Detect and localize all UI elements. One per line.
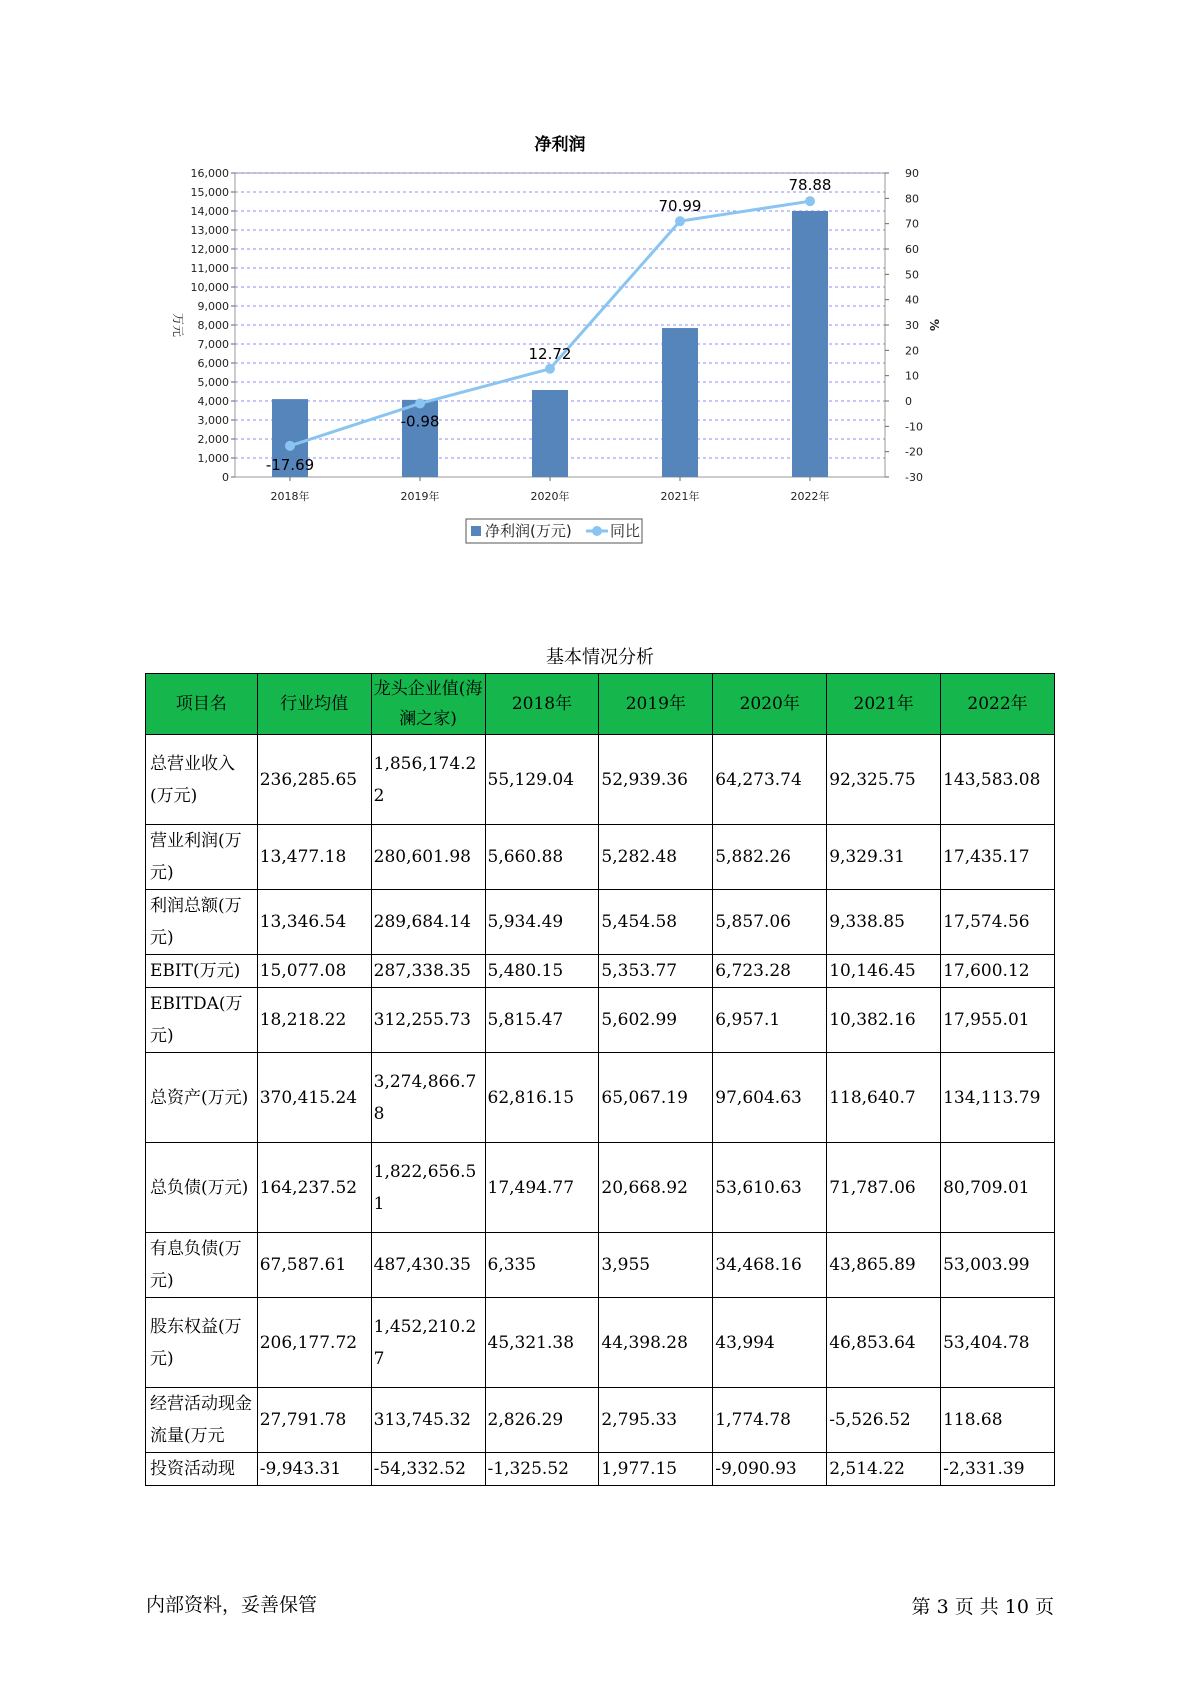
table-cell: 43,994 xyxy=(713,1298,827,1388)
table-cell: 65,067.19 xyxy=(599,1053,713,1143)
table-cell: 5,660.88 xyxy=(485,825,599,890)
table-cell: 289,684.14 xyxy=(371,890,485,955)
table-row xyxy=(146,1053,1055,1143)
y-left-tick-label: 7,000 xyxy=(197,338,229,351)
table-cell: 18,218.22 xyxy=(257,988,371,1053)
y-left-tick-label: 13,000 xyxy=(190,224,229,237)
table-cell: 312,255.73 xyxy=(371,988,485,1053)
y-right-tick-label: -20 xyxy=(905,445,923,459)
x-tick-label: 2019年 xyxy=(400,490,440,503)
y-left-tick-label: 10,000 xyxy=(190,281,229,294)
table-cell: -54,332.52 xyxy=(371,1453,485,1486)
table-cell: 17,574.56 xyxy=(941,890,1055,955)
row-label-cell: EBIT(万元) xyxy=(146,955,258,988)
row-label-cell: EBITDA(万元) xyxy=(146,988,258,1053)
table-cell: 5,454.58 xyxy=(599,890,713,955)
y-left-tick-label: 6,000 xyxy=(197,357,229,370)
table-cell: 53,610.63 xyxy=(713,1143,827,1233)
y-left-tick-label: 5,000 xyxy=(197,376,229,389)
table-cell: 46,853.64 xyxy=(827,1298,941,1388)
table-cell: 27,791.78 xyxy=(257,1388,371,1453)
table-cell: 15,077.08 xyxy=(257,955,371,988)
table-cell: 134,113.79 xyxy=(941,1053,1055,1143)
table-cell: 487,430.35 xyxy=(371,1233,485,1298)
table-cell: 43,865.89 xyxy=(827,1233,941,1298)
yoy-point xyxy=(415,398,425,408)
table-row xyxy=(146,1453,1055,1486)
table-header-cell: 2020年 xyxy=(713,674,827,735)
table-cell: 6,335 xyxy=(485,1233,599,1298)
y-right-tick-label: 50 xyxy=(905,268,919,282)
table-cell: 5,857.06 xyxy=(713,890,827,955)
yoy-data-label: -17.69 xyxy=(265,455,315,474)
table-cell: 10,382.16 xyxy=(827,988,941,1053)
table-cell: 164,237.52 xyxy=(257,1143,371,1233)
table-cell: 1,822,656.51 xyxy=(371,1143,485,1233)
table-cell: 2,795.33 xyxy=(599,1388,713,1453)
legend-line-label: 同比 xyxy=(610,522,641,540)
table-header-cell: 2022年 xyxy=(941,674,1055,735)
table-cell: 17,435.17 xyxy=(941,825,1055,890)
table-cell: 370,415.24 xyxy=(257,1053,371,1143)
y-right-tick-label: 0 xyxy=(905,395,912,408)
table-cell: -9,090.93 xyxy=(713,1453,827,1486)
table-cell: 5,934.49 xyxy=(485,890,599,955)
y-left-tick-label: 11,000 xyxy=(190,262,229,275)
table-cell: 5,602.99 xyxy=(599,988,713,1053)
chart-svg xyxy=(160,130,980,600)
table-row xyxy=(146,735,1055,825)
table-cell: -1,325.52 xyxy=(485,1453,599,1486)
table-cell: 6,957.1 xyxy=(713,988,827,1053)
table-row xyxy=(146,1143,1055,1233)
table-cell: 118,640.7 xyxy=(827,1053,941,1143)
y-right-tick-label: 30 xyxy=(905,319,919,332)
table-cell: 143,583.08 xyxy=(941,735,1055,825)
table-cell: 13,477.18 xyxy=(257,825,371,890)
row-label-cell: 营业利润(万元) xyxy=(146,825,258,890)
bar-2022年 xyxy=(792,211,828,477)
table-cell: 206,177.72 xyxy=(257,1298,371,1388)
table-cell: 64,273.74 xyxy=(713,735,827,825)
table-cell: 1,856,174.22 xyxy=(371,735,485,825)
table-cell: 44,398.28 xyxy=(599,1298,713,1388)
table-cell: 34,468.16 xyxy=(713,1233,827,1298)
y-left-tick-label: 15,000 xyxy=(190,186,229,199)
table-cell: 5,882.26 xyxy=(713,825,827,890)
table-cell: 5,480.15 xyxy=(485,955,599,988)
table-row xyxy=(146,825,1055,890)
yoy-point xyxy=(805,196,815,206)
row-label-cell: 投资活动现 xyxy=(146,1453,258,1486)
table-cell: 5,282.48 xyxy=(599,825,713,890)
row-label-cell: 总负债(万元) xyxy=(146,1143,258,1233)
table-cell: 118.68 xyxy=(941,1388,1055,1453)
table-cell: 3,955 xyxy=(599,1233,713,1298)
table-cell: 80,709.01 xyxy=(941,1143,1055,1233)
table-cell: 313,745.32 xyxy=(371,1388,485,1453)
table-cell: 17,955.01 xyxy=(941,988,1055,1053)
yoy-point xyxy=(675,216,685,226)
table-cell: 92,325.75 xyxy=(827,735,941,825)
footer-page-number: 第 3 页 共 10 页 xyxy=(911,1596,1054,1618)
y-left-tick-label: 16,000 xyxy=(190,167,229,180)
chart-title: 净利润 xyxy=(534,135,586,155)
table-row xyxy=(146,955,1055,988)
analysis-table xyxy=(145,673,1055,1486)
footer-confidential: 内部资料，妥善保管 xyxy=(146,1594,318,1616)
table-cell: 2,514.22 xyxy=(827,1453,941,1486)
y-right-axis-label: % xyxy=(927,318,941,332)
legend-bar-label: 净利润(万元) xyxy=(485,522,572,540)
y-right-tick-label: 70 xyxy=(905,217,919,231)
table-header-cell: 2021年 xyxy=(827,674,941,735)
table-cell: 3,274,866.78 xyxy=(371,1053,485,1143)
table-row xyxy=(146,1388,1055,1453)
table-cell: 1,977.15 xyxy=(599,1453,713,1486)
yoy-data-label: 70.99 xyxy=(658,197,702,216)
table-cell: 17,600.12 xyxy=(941,955,1055,988)
table-header-cell: 2019年 xyxy=(599,674,713,735)
x-tick-label: 2020年 xyxy=(530,490,570,503)
y-left-tick-label: 14,000 xyxy=(190,205,229,218)
yoy-data-label: 12.72 xyxy=(528,344,572,363)
y-left-tick-label: 8,000 xyxy=(197,319,229,332)
table-row xyxy=(146,890,1055,955)
table-header-row xyxy=(146,674,1055,735)
yoy-point xyxy=(285,441,295,451)
y-right-tick-label: 40 xyxy=(905,293,919,307)
table-cell: 2,826.29 xyxy=(485,1388,599,1453)
row-label-cell: 总营业收入(万元) xyxy=(146,735,258,825)
y-left-tick-label: 4,000 xyxy=(197,395,229,408)
table-cell: -9,943.31 xyxy=(257,1453,371,1486)
row-label-cell: 有息负债(万元) xyxy=(146,1233,258,1298)
y-left-tick-label: 9,000 xyxy=(197,300,229,313)
table-cell: 53,003.99 xyxy=(941,1233,1055,1298)
net-profit-chart xyxy=(160,130,980,600)
bar-2021年 xyxy=(662,328,698,477)
table-cell: 6,723.28 xyxy=(713,955,827,988)
bar-2019年 xyxy=(402,400,438,477)
table-cell: 5,815.47 xyxy=(485,988,599,1053)
table-cell: 9,338.85 xyxy=(827,890,941,955)
y-right-tick-label: 60 xyxy=(905,243,919,256)
table-cell: -2,331.39 xyxy=(941,1453,1055,1486)
table-header-cell: 行业均值 xyxy=(257,674,371,735)
y-left-tick-label: 3,000 xyxy=(197,414,229,427)
table-cell: 9,329.31 xyxy=(827,825,941,890)
table-cell: 71,787.06 xyxy=(827,1143,941,1233)
table-cell: 53,404.78 xyxy=(941,1298,1055,1388)
y-left-tick-label: 12,000 xyxy=(190,243,229,256)
table-cell: 62,816.15 xyxy=(485,1053,599,1143)
row-label-cell: 利润总额(万元) xyxy=(146,890,258,955)
table-cell: 5,353.77 xyxy=(599,955,713,988)
table-cell: 280,601.98 xyxy=(371,825,485,890)
y-left-tick-label: 2,000 xyxy=(197,433,229,446)
table-cell: 97,604.63 xyxy=(713,1053,827,1143)
table-cell: 45,321.38 xyxy=(485,1298,599,1388)
table-cell: 10,146.45 xyxy=(827,955,941,988)
legend-bar-swatch xyxy=(471,526,481,536)
table-cell: 13,346.54 xyxy=(257,890,371,955)
y-left-axis-label: 万元 xyxy=(171,312,185,338)
row-label-cell: 股东权益(万元) xyxy=(146,1298,258,1388)
row-label-cell: 总资产(万元) xyxy=(146,1053,258,1143)
table-row xyxy=(146,1233,1055,1298)
table-header-cell: 龙头企业值(海澜之家) xyxy=(371,674,485,735)
table-header-cell: 项目名 xyxy=(146,674,258,735)
table-row xyxy=(146,988,1055,1053)
table-cell: 1,774.78 xyxy=(713,1388,827,1453)
y-right-tick-label: 20 xyxy=(905,344,919,358)
table-cell: -5,526.52 xyxy=(827,1388,941,1453)
table-cell: 20,668.92 xyxy=(599,1143,713,1233)
x-tick-label: 2018年 xyxy=(270,490,310,503)
table-cell: 52,939.36 xyxy=(599,735,713,825)
table-cell: 236,285.65 xyxy=(257,735,371,825)
y-right-tick-label: 80 xyxy=(905,192,919,206)
table-body xyxy=(146,735,1055,1486)
yoy-data-label: 78.88 xyxy=(788,176,832,195)
y-right-tick-label: 90 xyxy=(905,167,919,180)
table-cell: 67,587.61 xyxy=(257,1233,371,1298)
table-caption: 基本情况分析 xyxy=(546,647,654,668)
y-right-tick-label: -30 xyxy=(905,471,923,484)
table-header-cell: 2018年 xyxy=(485,674,599,735)
x-tick-label: 2022年 xyxy=(790,490,830,503)
y-right-tick-label: 10 xyxy=(905,369,919,383)
table-cell: 55,129.04 xyxy=(485,735,599,825)
table-cell: 1,452,210.27 xyxy=(371,1298,485,1388)
y-right-tick-label: -10 xyxy=(905,420,923,434)
y-left-tick-label: 0 xyxy=(222,471,229,484)
legend-line-marker xyxy=(592,526,602,536)
row-label-cell: 经营活动现金流量(万元 xyxy=(146,1388,258,1453)
bar-2020年 xyxy=(532,390,568,477)
yoy-point xyxy=(545,364,555,374)
table-row xyxy=(146,1298,1055,1388)
yoy-data-label: -0.98 xyxy=(400,412,440,431)
x-tick-label: 2021年 xyxy=(660,490,700,503)
y-left-tick-label: 1,000 xyxy=(197,452,229,465)
table-cell: 287,338.35 xyxy=(371,955,485,988)
table-cell: 17,494.77 xyxy=(485,1143,599,1233)
